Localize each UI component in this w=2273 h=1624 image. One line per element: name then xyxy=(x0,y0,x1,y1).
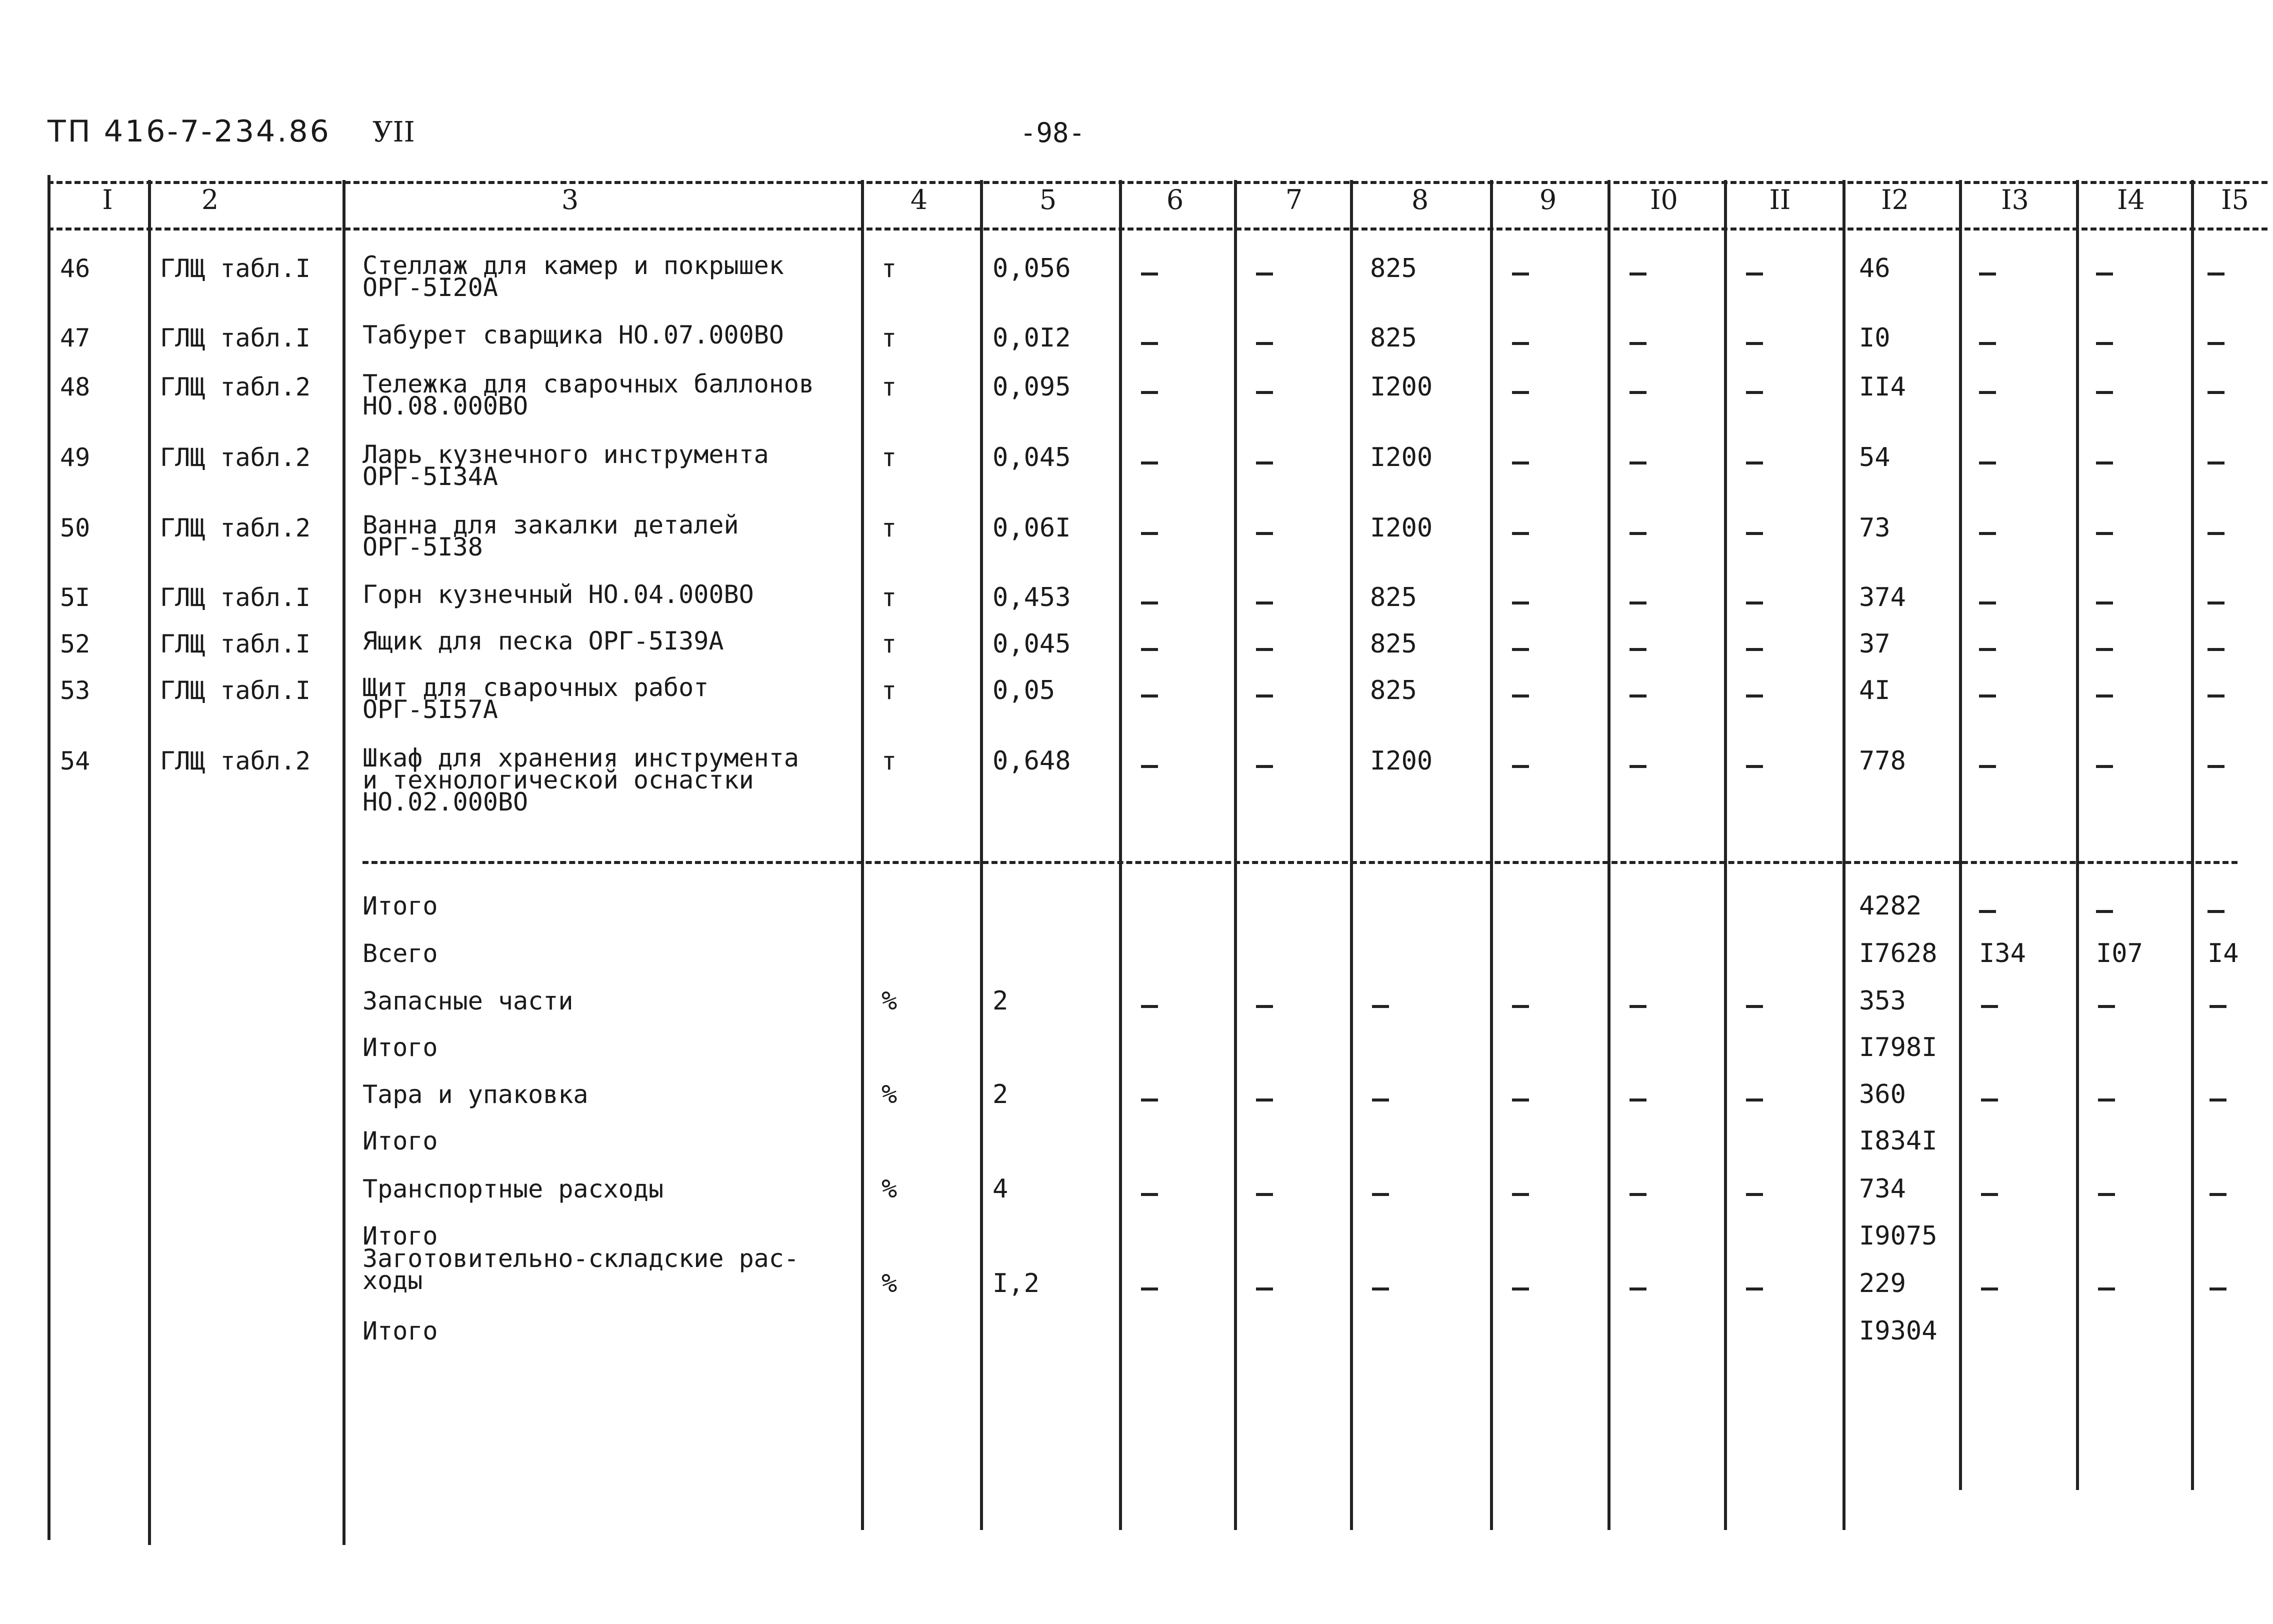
row-cell-c8: 825 xyxy=(1370,582,1417,612)
empty-cell-dash xyxy=(1372,1098,1389,1102)
empty-cell-dash xyxy=(1979,462,1996,464)
summary-cell-c5: 4 xyxy=(992,1174,1008,1204)
empty-cell-dash xyxy=(1746,272,1763,276)
row-cell-c1: 47 xyxy=(60,324,90,352)
row-cell-c3: Щит для сварочных работ ОРГ-5I57А xyxy=(362,673,709,724)
empty-cell-dash xyxy=(1746,602,1763,604)
empty-cell-dash xyxy=(1141,1288,1158,1290)
empty-cell-dash xyxy=(2096,602,2113,604)
row-cell-c2: ГЛЩ табл.I xyxy=(160,630,311,658)
empty-cell-dash xyxy=(1746,1193,1763,1196)
row-cell-c2: ГЛЩ табл.I xyxy=(160,324,311,352)
summary-cell-c12: 4282 xyxy=(1859,891,1922,921)
empty-cell-dash xyxy=(1256,462,1273,464)
empty-cell-dash xyxy=(2208,391,2224,394)
row-cell-c5: 0,056 xyxy=(992,254,1071,284)
column-rule xyxy=(1842,180,1846,1530)
empty-cell-dash xyxy=(1141,391,1158,394)
empty-cell-dash xyxy=(2208,272,2224,276)
row-cell-c2: ГЛЩ табл.2 xyxy=(160,443,311,472)
empty-cell-dash xyxy=(1512,694,1529,698)
body-summary-divider xyxy=(362,861,2238,864)
summary-cell-c14: I07 xyxy=(2096,938,2143,968)
summary-label: Транспортные расходы xyxy=(362,1174,664,1204)
empty-cell-dash xyxy=(2098,1288,2115,1290)
column-rule xyxy=(1234,180,1237,1530)
empty-cell-dash xyxy=(1141,1005,1158,1008)
empty-cell-dash xyxy=(1141,1193,1158,1196)
column-header-9: 9 xyxy=(1539,184,1557,216)
empty-cell-dash xyxy=(1141,462,1158,464)
row-cell-c8: 825 xyxy=(1370,254,1417,284)
row-cell-c4: т xyxy=(882,443,897,472)
summary-cell-c12: I9075 xyxy=(1859,1221,1938,1251)
empty-cell-dash xyxy=(1630,342,1646,345)
empty-cell-dash xyxy=(1979,694,1996,698)
empty-cell-dash xyxy=(1512,462,1529,464)
empty-cell-dash xyxy=(2210,1098,2226,1102)
empty-cell-dash xyxy=(1372,1005,1389,1008)
empty-cell-dash xyxy=(1746,648,1763,651)
empty-cell-dash xyxy=(1512,765,1529,768)
column-rule xyxy=(48,175,50,1540)
empty-cell-dash xyxy=(1746,391,1763,394)
empty-cell-dash xyxy=(1981,1288,1998,1290)
empty-cell-dash xyxy=(2096,272,2113,276)
empty-cell-dash xyxy=(1512,342,1529,345)
row-cell-c5: 0,648 xyxy=(992,746,1071,776)
summary-cell-c12: 353 xyxy=(1859,986,1906,1016)
row-cell-c12: 73 xyxy=(1859,513,1890,543)
row-cell-c5: 0,05 xyxy=(992,676,1056,706)
summary-label: Итого xyxy=(362,1033,438,1062)
summary-label: Тара и упаковка xyxy=(362,1080,588,1109)
doc-code: ТП 416-7-234.86 xyxy=(48,114,331,149)
row-cell-c4: т xyxy=(882,746,897,776)
row-cell-c1: 53 xyxy=(60,676,90,705)
row-cell-c3: Горн кузнечный НО.04.000ВО xyxy=(362,580,754,609)
empty-cell-dash xyxy=(1256,342,1273,345)
empty-cell-dash xyxy=(1981,1098,1998,1102)
summary-cell-c4: % xyxy=(882,1268,898,1298)
column-rule xyxy=(2191,180,2194,1490)
row-cell-c2: ГЛЩ табл.I xyxy=(160,254,311,283)
column-rule xyxy=(1959,180,1962,1490)
empty-cell-dash xyxy=(1746,1288,1763,1290)
row-cell-c3: Тележка для сварочных баллонов НО.08.000ВО xyxy=(362,370,814,420)
empty-cell-dash xyxy=(1256,1098,1273,1102)
empty-cell-dash xyxy=(2210,1288,2226,1290)
empty-cell-dash xyxy=(1141,532,1158,535)
row-cell-c2: ГЛЩ табл.2 xyxy=(160,514,311,542)
row-cell-c8: 825 xyxy=(1370,676,1417,706)
empty-cell-dash xyxy=(1256,648,1273,651)
summary-cell-c12: I798I xyxy=(1859,1032,1938,1062)
row-cell-c12: I0 xyxy=(1859,323,1890,353)
summary-cell-c5: 2 xyxy=(992,1080,1008,1110)
row-cell-c4: т xyxy=(882,324,897,352)
empty-cell-dash xyxy=(1372,1193,1389,1196)
empty-cell-dash xyxy=(1512,1005,1529,1008)
empty-cell-dash xyxy=(2208,694,2224,698)
empty-cell-dash xyxy=(1630,765,1646,768)
row-cell-c3: Ванна для закалки деталей ОРГ-5I38 xyxy=(362,510,739,562)
empty-cell-dash xyxy=(1746,694,1763,698)
row-cell-c5: 0,095 xyxy=(992,372,1071,402)
empty-cell-dash xyxy=(2208,602,2224,604)
summary-cell-c12: 229 xyxy=(1859,1268,1906,1298)
empty-cell-dash xyxy=(1630,1193,1646,1196)
summary-cell-c12: I834I xyxy=(1859,1126,1938,1156)
summary-cell-c4: % xyxy=(882,1174,898,1204)
empty-cell-dash xyxy=(1372,1288,1389,1290)
summary-cell-c5: I,2 xyxy=(992,1268,1040,1298)
summary-cell-c12: 734 xyxy=(1859,1174,1906,1204)
row-cell-c1: 54 xyxy=(60,746,90,776)
empty-cell-dash xyxy=(1979,342,1996,345)
row-cell-c5: 0,045 xyxy=(992,442,1071,472)
empty-cell-dash xyxy=(1512,272,1529,276)
empty-cell-dash xyxy=(2096,462,2113,464)
empty-cell-dash xyxy=(1512,532,1529,535)
empty-cell-dash xyxy=(2096,648,2113,651)
empty-cell-dash xyxy=(1141,602,1158,604)
empty-cell-dash xyxy=(1630,462,1646,464)
empty-cell-dash xyxy=(2096,391,2113,394)
row-cell-c3: Ларь кузнечного инструмента ОРГ-5I34А xyxy=(362,440,769,491)
row-cell-c8: 825 xyxy=(1370,629,1417,659)
row-cell-c3: Стеллаж для камер и покрышек ОРГ-5I20А xyxy=(362,251,784,302)
empty-cell-dash xyxy=(1746,462,1763,464)
empty-cell-dash xyxy=(1630,1288,1646,1290)
empty-cell-dash xyxy=(1512,648,1529,651)
empty-cell-dash xyxy=(2208,648,2224,651)
empty-cell-dash xyxy=(1141,765,1158,768)
row-cell-c1: 48 xyxy=(60,372,90,402)
empty-cell-dash xyxy=(1141,272,1158,276)
summary-cell-c12: 360 xyxy=(1859,1080,1906,1110)
summary-label: Итого xyxy=(362,1126,438,1156)
empty-cell-dash xyxy=(2208,910,2224,913)
column-header-13: I3 xyxy=(2001,184,2029,216)
row-cell-c1: 49 xyxy=(60,443,90,472)
empty-cell-dash xyxy=(1630,391,1646,394)
column-header-14: I4 xyxy=(2117,184,2145,216)
summary-cell-c5: 2 xyxy=(992,986,1008,1016)
summary-label: Итого xyxy=(362,892,438,920)
empty-cell-dash xyxy=(1256,532,1273,535)
empty-cell-dash xyxy=(2096,910,2113,913)
empty-cell-dash xyxy=(1256,694,1273,698)
empty-cell-dash xyxy=(1141,342,1158,345)
row-cell-c1: 46 xyxy=(60,254,90,283)
summary-cell-c12: I7628 xyxy=(1859,938,1938,968)
summary-cell-c13: I34 xyxy=(1979,938,2026,968)
empty-cell-dash xyxy=(2208,532,2224,535)
summary-label: Итого xyxy=(362,1316,438,1346)
column-header-7: 7 xyxy=(1285,184,1303,216)
column-rule xyxy=(1724,180,1727,1530)
empty-cell-dash xyxy=(2098,1005,2115,1008)
column-header-12: I2 xyxy=(1881,184,1909,216)
row-cell-c2: ГЛЩ табл.2 xyxy=(160,372,311,402)
column-rule xyxy=(2076,180,2079,1490)
empty-cell-dash xyxy=(1256,765,1273,768)
row-cell-c3: Шкаф для хранения инструмента и технологической оснастки НО.02.000ВО xyxy=(362,744,799,816)
row-cell-c4: т xyxy=(882,676,897,705)
column-header-1: I xyxy=(102,184,113,216)
empty-cell-dash xyxy=(1630,602,1646,604)
row-cell-c4: т xyxy=(882,583,897,612)
summary-cell-c15: I4 xyxy=(2208,938,2239,968)
empty-cell-dash xyxy=(1981,1193,1998,1196)
empty-cell-dash xyxy=(1979,532,1996,535)
empty-cell-dash xyxy=(2208,765,2224,768)
empty-cell-dash xyxy=(1512,1098,1529,1102)
empty-cell-dash xyxy=(2096,765,2113,768)
empty-cell-dash xyxy=(1256,1005,1273,1008)
summary-label: Всего xyxy=(362,939,438,968)
empty-cell-dash xyxy=(1746,765,1763,768)
column-header-10: I0 xyxy=(1650,184,1678,216)
row-cell-c12: 37 xyxy=(1859,629,1890,659)
row-cell-c2: ГЛЩ табл.I xyxy=(160,583,311,612)
row-cell-c5: 0,045 xyxy=(992,629,1071,659)
row-cell-c8: I200 xyxy=(1370,746,1433,776)
summary-cell-c12: I9304 xyxy=(1859,1316,1938,1346)
empty-cell-dash xyxy=(1512,1288,1529,1290)
empty-cell-dash xyxy=(1512,391,1529,394)
column-header-6: 6 xyxy=(1166,184,1184,216)
empty-cell-dash xyxy=(1979,272,1996,276)
empty-cell-dash xyxy=(2096,342,2113,345)
column-rule xyxy=(861,180,864,1530)
row-cell-c8: I200 xyxy=(1370,372,1433,402)
empty-cell-dash xyxy=(1512,602,1529,604)
row-cell-c1: 50 xyxy=(60,514,90,542)
row-cell-c8: 825 xyxy=(1370,323,1417,353)
empty-cell-dash xyxy=(2208,342,2224,345)
empty-cell-dash xyxy=(1746,1005,1763,1008)
empty-cell-dash xyxy=(2098,1193,2115,1196)
empty-cell-dash xyxy=(1746,532,1763,535)
row-cell-c5: 0,06I xyxy=(992,513,1071,543)
empty-cell-dash xyxy=(2208,462,2224,464)
empty-cell-dash xyxy=(1141,1098,1158,1102)
column-header-2: 2 xyxy=(201,184,219,216)
row-cell-c12: 4I xyxy=(1859,676,1890,706)
empty-cell-dash xyxy=(1630,272,1646,276)
column-header-15: I5 xyxy=(2221,184,2249,216)
row-cell-c12: 374 xyxy=(1859,582,1906,612)
row-cell-c3: Ящик для песка ОРГ-5I39А xyxy=(362,626,724,656)
row-cell-c12: 778 xyxy=(1859,746,1906,776)
column-header-4: 4 xyxy=(910,184,928,216)
row-cell-c8: I200 xyxy=(1370,442,1433,472)
column-rule xyxy=(1119,180,1122,1530)
empty-cell-dash xyxy=(2098,1098,2115,1102)
empty-cell-dash xyxy=(2096,694,2113,698)
empty-cell-dash xyxy=(1746,342,1763,345)
empty-cell-dash xyxy=(2210,1005,2226,1008)
empty-cell-dash xyxy=(1141,694,1158,698)
column-header-5: 5 xyxy=(1039,184,1057,216)
empty-cell-dash xyxy=(2096,532,2113,535)
column-rule xyxy=(148,180,151,1545)
header-bottom-rule xyxy=(48,228,2268,230)
row-cell-c3: Табурет сварщика НО.07.000ВО xyxy=(362,320,784,350)
empty-cell-dash xyxy=(1630,1005,1646,1008)
column-header-8: 8 xyxy=(1411,184,1429,216)
row-cell-c4: т xyxy=(882,254,897,283)
row-cell-c5: 0,453 xyxy=(992,582,1071,612)
section-number: УII xyxy=(372,116,415,148)
empty-cell-dash xyxy=(1746,1098,1763,1102)
column-rule xyxy=(1608,180,1610,1530)
empty-cell-dash xyxy=(1630,1098,1646,1102)
summary-cell-c4: % xyxy=(882,1080,898,1110)
empty-cell-dash xyxy=(1630,532,1646,535)
column-rule xyxy=(1350,180,1353,1530)
empty-cell-dash xyxy=(2210,1193,2226,1196)
empty-cell-dash xyxy=(1512,1193,1529,1196)
row-cell-c4: т xyxy=(882,630,897,658)
empty-cell-dash xyxy=(1979,765,1996,768)
empty-cell-dash xyxy=(1141,648,1158,651)
row-cell-c12: 46 xyxy=(1859,254,1890,284)
summary-label: Заготовительно-складские рас- ходы xyxy=(362,1244,799,1295)
row-cell-c12: II4 xyxy=(1859,372,1906,402)
empty-cell-dash xyxy=(1256,391,1273,394)
row-cell-c4: т xyxy=(882,372,897,402)
row-cell-c12: 54 xyxy=(1859,442,1890,472)
column-rule xyxy=(980,180,983,1530)
column-rule xyxy=(1490,180,1493,1530)
empty-cell-dash xyxy=(1630,694,1646,698)
row-cell-c1: 52 xyxy=(60,630,90,658)
empty-cell-dash xyxy=(1630,648,1646,651)
row-cell-c2: ГЛЩ табл.2 xyxy=(160,746,311,776)
empty-cell-dash xyxy=(1979,602,1996,604)
summary-label: Запасные части xyxy=(362,986,574,1016)
page-number: -98- xyxy=(1020,117,1086,148)
empty-cell-dash xyxy=(1979,391,1996,394)
empty-cell-dash xyxy=(1256,272,1273,276)
summary-label: Итого xyxy=(362,1222,438,1250)
column-header-3: 3 xyxy=(561,184,579,216)
column-header-11: II xyxy=(1769,184,1791,216)
row-cell-c2: ГЛЩ табл.I xyxy=(160,676,311,705)
row-cell-c5: 0,0I2 xyxy=(992,323,1071,353)
empty-cell-dash xyxy=(1979,648,1996,651)
column-rule xyxy=(342,180,346,1545)
summary-cell-c4: % xyxy=(882,986,898,1016)
empty-cell-dash xyxy=(1256,1288,1273,1290)
row-cell-c8: I200 xyxy=(1370,513,1433,543)
empty-cell-dash xyxy=(1256,1193,1273,1196)
row-cell-c4: т xyxy=(882,514,897,542)
empty-cell-dash xyxy=(1256,602,1273,604)
empty-cell-dash xyxy=(1979,910,1996,913)
empty-cell-dash xyxy=(1981,1005,1998,1008)
row-cell-c1: 5I xyxy=(60,583,90,612)
